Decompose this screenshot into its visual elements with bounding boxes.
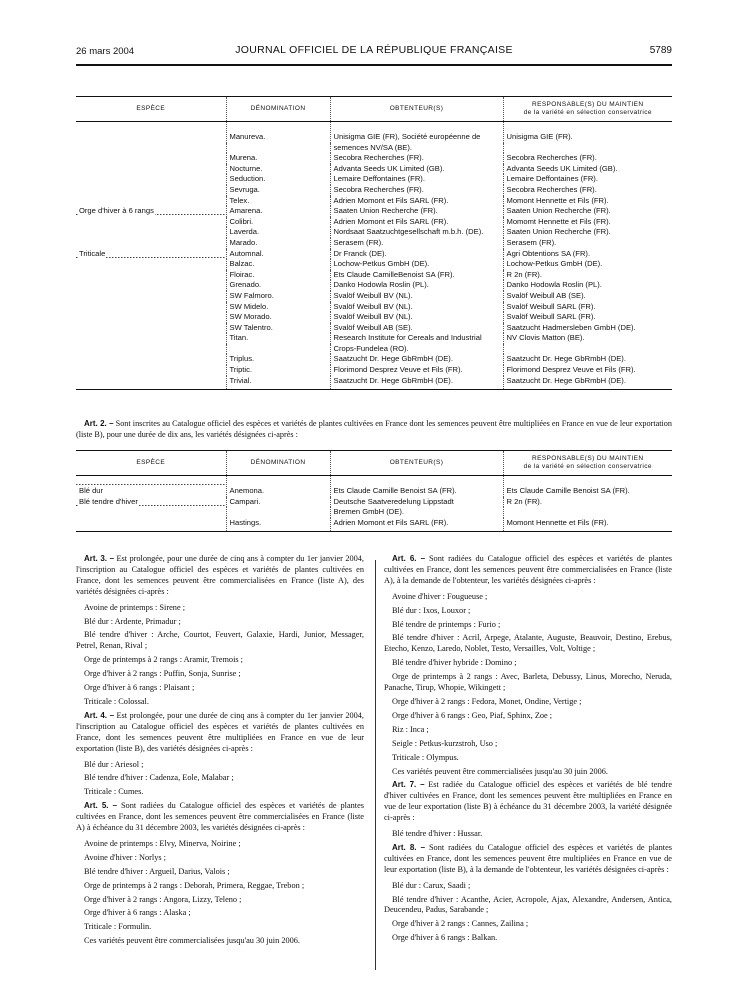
variety-list-item: Avoine de printemps : Sirene ; — [84, 602, 186, 612]
varieties-table-2 — [76, 450, 672, 532]
obtenteur-cell: Adrien Momont et Fils SARL (FR). — [330, 196, 503, 207]
species-cell — [76, 227, 226, 238]
article-text: Est radiée du Catalogue officiel des espèces et variétés de blé tendre d'hiver cultivées en France, dont les semences peuvent être multipliées en France en vue de leur exportation (liste B) à échéance du 31 décembre 2003, la variété désignée ci-après : — [384, 780, 672, 823]
species-cell — [76, 365, 226, 376]
denomination-cell: SW Talentro. — [226, 323, 330, 334]
variety-list-item: Orge d'hiver à 2 rangs : Angora, Lizzy, Teleno ; — [84, 894, 242, 904]
denomination-cell: SW Midelo. — [226, 302, 330, 313]
denomination-cell: Floirac. — [226, 270, 330, 281]
species-cell — [76, 280, 226, 291]
table-row — [76, 312, 672, 323]
species-cell — [76, 153, 226, 164]
variety-list-item: Orge de printemps à 2 rangs : Aramir, Tremois ; — [84, 655, 243, 665]
col-header-denomination: DÉNOMINATION — [226, 97, 330, 122]
variety-list-item: Triticale : Formulin. — [84, 922, 152, 932]
species-cell — [76, 143, 226, 154]
variety-list-item: Orge d'hiver à 6 rangs : Plaisant ; — [84, 683, 195, 693]
species-cell — [76, 291, 226, 302]
obtenteur-cell: Ets Claude CamilleBenoist SA (FR). — [330, 270, 503, 281]
variety-list-item: Blé dur : Carux, Saadi ; — [392, 880, 471, 890]
article-paragraph — [384, 843, 672, 876]
responsable-cell: Svalöf Weibull SARL (FR). — [503, 302, 672, 313]
article-paragraph — [384, 780, 672, 824]
species-cell — [76, 238, 226, 249]
col-header-responsables-line1: RESPONSABLE(S) DU MAINTIEN — [531, 101, 644, 108]
article-2-label: Art. 2. – — [84, 419, 114, 428]
table-row — [76, 238, 672, 249]
obtenteur-cell: Research Institute for Cereals and Industrial — [330, 333, 503, 344]
running-header — [76, 44, 672, 60]
species-label — [79, 354, 80, 363]
responsable-cell: Secobra Recherches (FR). — [503, 153, 672, 164]
species-label — [79, 164, 80, 173]
variety-list-item: Orge d'hiver à 6 rangs : Geo, Piaf, Sphinx, Zoe ; — [392, 710, 553, 720]
table-header-row — [76, 451, 672, 476]
col-header-obtenteurs: OBTENTEUR(S) — [330, 97, 503, 122]
species-cell — [76, 507, 226, 518]
article-paragraph — [76, 711, 364, 755]
obtenteur-cell: Advanta Seeds UK Limited (GB). — [330, 164, 503, 175]
responsable-cell: Lemaire Deffontaines (FR). — [503, 174, 672, 185]
species-cell — [76, 312, 226, 323]
variety-list-item: Blé dur : Ariesol ; — [84, 759, 144, 769]
denomination-cell: Titan. — [226, 333, 330, 344]
article-paragraph — [76, 554, 364, 598]
variety-list-item: Blé tendre d'hiver : Argueil, Darius, Valois ; — [84, 866, 230, 876]
left-text-column — [76, 554, 364, 950]
responsable-cell: Saaten Union Recherche (FR). — [503, 227, 672, 238]
obtenteur-cell: Secobra Recherches (FR). — [330, 153, 503, 164]
article-2 — [76, 418, 672, 440]
variety-list-item: Blé tendre d'hiver hybride : Domino ; — [392, 658, 517, 668]
column-divider — [375, 560, 376, 970]
table-row — [76, 291, 672, 302]
species-cell — [76, 270, 226, 281]
article-label: Art. 5. – — [84, 801, 118, 811]
species-label — [79, 365, 80, 374]
species-cell — [76, 333, 226, 344]
variety-list-item: Blé dur : Ixos, Louxor ; — [392, 605, 471, 615]
obtenteur-cell: Saatzucht Dr. Hege GbRmbH (DE). — [330, 354, 503, 365]
species-label — [79, 238, 80, 247]
species-label: Blé tendre d'hiver — [79, 496, 138, 506]
species-label — [79, 323, 80, 332]
species-label — [79, 518, 80, 527]
table-row — [76, 259, 672, 270]
responsable-cell: Danko Hodowla Roslin (PL). — [503, 280, 672, 291]
responsable-cell: Ets Claude Camille Benoist SA (FR). — [503, 476, 672, 497]
obtenteur-cell: semences NV/SA (BE). — [330, 143, 503, 154]
obtenteur-cell: Unisigma GIE (FR), Société européenne de — [330, 122, 503, 143]
species-label: Triticale — [79, 248, 106, 258]
variety-list-item: Blé tendre de printemps : Furio ; — [392, 619, 501, 629]
species-label — [79, 291, 80, 300]
obtenteur-cell: Svalöf Weibull BV (NL). — [330, 312, 503, 323]
species-cell — [76, 122, 226, 143]
obtenteur-cell: Florimond Desprez Veuve et Fils (FR). — [330, 365, 503, 376]
article-text: Est prolongée, pour une durée de cinq ans à compter du 1er janvier 2004, l'inscription au Catalogue officiel des espèces et variétés de plantes cultivées en France, dont les semences peuvent être multipliées en France en vue de leur exportation (liste B), des variétés désignées ci-après : — [76, 710, 364, 753]
species-label — [79, 270, 80, 279]
table-row — [76, 185, 672, 196]
table-row — [76, 323, 672, 334]
variety-list-item: Blé dur : Ardente, Primadur ; — [84, 616, 181, 626]
species-label — [79, 227, 80, 236]
obtenteur-cell: Ets Claude Camille Benoist SA (FR). — [330, 476, 503, 497]
col-header-espece: ESPÈCE — [76, 451, 226, 476]
variety-list-item: Ces variétés peuvent être commercialisées jusqu'au 30 juin 2006. — [84, 936, 300, 946]
table-row — [76, 153, 672, 164]
responsable-cell: Secobra Recherches (FR). — [503, 185, 672, 196]
variety-list-item: Triticale : Colossal. — [84, 696, 149, 706]
obtenteur-cell: Bremen GmbH (DE). — [330, 507, 503, 518]
denomination-cell: Anemona. — [226, 476, 330, 497]
species-cell — [76, 302, 226, 313]
denomination-cell: Marado. — [226, 238, 330, 249]
denomination-cell — [226, 344, 330, 355]
denomination-cell: Amarena. — [226, 206, 330, 217]
variety-list-item: Blé tendre d'hiver : Hussar. — [392, 829, 483, 839]
table-row — [76, 280, 672, 291]
variety-list-item: Blé tendre d'hiver : Acanthe, Acier, Acropole, Ajax, Alexandre, Andersen, Antica, Deucendeu, Padus, Sarabande ; — [384, 894, 672, 915]
denomination-cell: Triplus. — [226, 354, 330, 365]
species-cell — [76, 354, 226, 365]
responsable-cell: Saaten Union Recherche (FR). — [503, 206, 672, 217]
col-header-espece: ESPÈCE — [76, 97, 226, 122]
variety-list-item: Orge d'hiver à 2 rangs : Cannes, Zailina ; — [392, 919, 529, 929]
responsable-cell — [503, 143, 672, 154]
species-label — [79, 302, 80, 311]
responsable-cell: Saatzucht Dr. Hege GbRmbH (DE). — [503, 354, 672, 365]
table-row — [76, 174, 672, 185]
denomination-cell: Grenado. — [226, 280, 330, 291]
responsable-cell: Advanta Seeds UK Limited (GB). — [503, 164, 672, 175]
species-label — [79, 185, 80, 194]
variety-list-item: Orge de printemps à 2 rangs : Deborah, Primera, Reggae, Trebon ; — [84, 880, 305, 890]
variety-list-item: Triticale : Olympus. — [392, 752, 459, 762]
species-label — [79, 174, 80, 183]
variety-list-item: Avoine d'hiver : Norlys ; — [84, 852, 166, 862]
responsable-cell: R 2n (FR). — [503, 497, 672, 508]
responsable-cell: Momont Hennette et Fils (FR). — [503, 518, 672, 532]
obtenteur-cell: Secobra Recherches (FR). — [330, 185, 503, 196]
variety-list-item: Avoine d'hiver : Fougueuse ; — [392, 591, 488, 601]
species-cell — [76, 217, 226, 228]
denomination-cell: Hastings. — [226, 518, 330, 532]
denomination-cell: Balzac. — [226, 259, 330, 270]
table-row — [76, 122, 672, 143]
responsable-cell — [503, 507, 672, 518]
table-row — [76, 497, 672, 508]
responsable-cell: Florimond Desprez Veuve et Fils (FR). — [503, 365, 672, 376]
species-cell — [76, 174, 226, 185]
obtenteur-cell: Deutsche Saatveredelung Lippstadt — [330, 497, 503, 508]
col-header-denomination: DÉNOMINATION — [226, 451, 330, 476]
article-label: Art. 7. – — [392, 780, 425, 790]
species-cell — [76, 518, 226, 532]
denomination-cell: Laverda. — [226, 227, 330, 238]
table-row — [76, 249, 672, 260]
obtenteur-cell: Nordsaat Saatzuchtgesellschaft m.b.h. (DE). — [330, 227, 503, 238]
responsable-cell: Saatzucht Dr. Hege GbRmbH (DE). — [503, 376, 672, 390]
species-label — [79, 312, 80, 321]
variety-list-item: Seigle : Petkus-kurzstroh, Uso ; — [392, 738, 498, 748]
obtenteur-cell: Svalöf Weibull BV (NL). — [330, 291, 503, 302]
responsable-cell: Serasem (FR). — [503, 238, 672, 249]
table-row — [76, 476, 672, 497]
species-cell — [76, 196, 226, 207]
table-row — [76, 354, 672, 365]
variety-list-item: Triticale : Cumes. — [84, 787, 144, 797]
article-paragraph — [76, 801, 364, 834]
species-label — [79, 507, 80, 516]
species-cell — [76, 497, 226, 508]
responsable-cell: NV Clovis Matton (BE). — [503, 333, 672, 344]
responsable-cell: Svalöf Weibull AB (SE). — [503, 291, 672, 302]
responsable-cell: R 2n (FR). — [503, 270, 672, 281]
responsable-cell: Lochow-Petkus GmbH (DE). — [503, 259, 672, 270]
article-label: Art. 6. – — [392, 554, 426, 563]
article-paragraph — [384, 554, 672, 587]
species-label — [79, 376, 80, 385]
denomination-cell: Nocturne. — [226, 164, 330, 175]
article-label: Art. 8. – — [392, 842, 426, 852]
variety-list-item: Orge d'hiver à 6 rangs : Alaska ; — [84, 908, 191, 918]
denomination-cell: Trivial. — [226, 376, 330, 390]
variety-list-item: Riz : Inca ; — [392, 724, 429, 734]
species-label: Orge d'hiver à 6 rangs — [79, 206, 154, 216]
variety-list-item: Ces variétés peuvent être commercialisées jusqu'au 30 juin 2006. — [392, 766, 608, 776]
header-rule — [76, 64, 672, 66]
species-cell — [76, 476, 226, 497]
obtenteur-cell: Svalöf Weibull BV (NL). — [330, 302, 503, 313]
variety-list-item: Orge de printemps à 2 rangs : Avec, Barleta, Debussy, Linus, Morecho, Neruda, Panache, Tirup, Whopie, Wikingett ; — [384, 672, 672, 693]
issue-date: 26 mars 2004 — [76, 46, 135, 57]
article-2-text: Sont inscrites au Catalogue officiel des espèces et variétés de plantes cultivées en France dont les semences peuvent être multipliées en France en vue de leur exportation (liste B), pour une durée de dix ans, les variétés désignées ci-après : — [76, 419, 672, 439]
table-row — [76, 196, 672, 207]
responsable-cell: Momont Hennette et Fils (FR). — [503, 196, 672, 207]
species-cell — [76, 249, 226, 260]
table-body — [76, 122, 672, 390]
obtenteur-cell: Danko Hodowla Roslin (PL). — [330, 280, 503, 291]
obtenteur-cell: Serasem (FR). — [330, 238, 503, 249]
table-row — [76, 344, 672, 355]
col-header-responsables-line2: de la variété en sélection conservatrice — [523, 463, 652, 470]
article-text: Sont radiées du Catalogue officiel des espèces et variétés de plantes cultivées en France, dont les semences peuvent être commercialisées en France (liste A) à échéance du 31 décembre 2003, les variétés désignées ci-après : — [76, 801, 364, 833]
denomination-cell — [226, 507, 330, 518]
responsable-cell — [503, 344, 672, 355]
species-label — [79, 344, 80, 353]
variety-list-item: Blé tendre d'hiver : Arche, Courtot, Feuvert, Galaxie, Hardi, Junior, Messager, Petrel, Renan, Rival ; — [76, 630, 364, 651]
table-row — [76, 365, 672, 376]
denomination-cell: SW Falmoro. — [226, 291, 330, 302]
col-header-responsables-line2: de la variété en sélection conservatrice — [523, 109, 652, 116]
species-cell — [76, 376, 226, 390]
denomination-cell: Colibri. — [226, 217, 330, 228]
right-text-column — [384, 554, 672, 947]
table-row — [76, 333, 672, 344]
col-header-responsables — [503, 451, 672, 476]
denomination-cell: Triptic. — [226, 365, 330, 376]
species-cell — [76, 259, 226, 270]
species-cell — [76, 344, 226, 355]
species-cell — [76, 323, 226, 334]
denomination-cell: Telex. — [226, 196, 330, 207]
table-row — [76, 507, 672, 518]
species-label — [79, 333, 80, 342]
table-row — [76, 227, 672, 238]
table-header-row — [76, 97, 672, 122]
responsable-cell: Unisigma GIE (FR). — [503, 122, 672, 143]
obtenteur-cell: Lemaire Deffontaines (FR). — [330, 174, 503, 185]
obtenteur-cell: Adrien Momont et Fils SARL (FR). — [330, 217, 503, 228]
article-text: Est prolongée, pour une durée de cinq ans à compter du 1er janvier 2004, l'inscription au Catalogue officiel des espèces et variétés de plantes cultivées en France, dont les semences peuvent être commercialisées en France (liste A), des variétés désignées ci-après : — [76, 554, 364, 596]
table-row — [76, 270, 672, 281]
article-text: Sont radiées du Catalogue officiel des espèces et variétés de plantes cultivées en France, dont les semences peuvent être multipliées en France en vue de leur exportation (liste B), à la demande de l'obtenteur, les variétés désignées ci-après : — [384, 842, 672, 874]
table-row — [76, 164, 672, 175]
responsable-cell: Svalöf Weibull SARL (FR). — [503, 312, 672, 323]
table-row — [76, 376, 672, 390]
table-row — [76, 143, 672, 154]
obtenteur-cell: Crops-Fundelea (RO). — [330, 344, 503, 355]
obtenteur-cell: Adrien Momont et Fils SARL (FR). — [330, 518, 503, 532]
denomination-cell: SW Morado. — [226, 312, 330, 323]
species-label — [79, 132, 80, 141]
col-header-responsables — [503, 97, 672, 122]
table-row — [76, 518, 672, 532]
denomination-cell: Seduction. — [226, 174, 330, 185]
article-text: Sont radiées du Catalogue officiel des espèces et variétés de plantes cultivées en France, dont les semences peuvent être commercialisées en France (liste A), à la demande de l'obtenteur, les variétés désignées ci-après : — [384, 554, 672, 585]
varieties-table-1 — [76, 96, 672, 390]
species-label: Blé dur — [79, 486, 104, 495]
obtenteur-cell: Dr Franck (DE). — [330, 249, 503, 260]
denomination-cell: Campari. — [226, 497, 330, 508]
variety-list-item: Orge d'hiver à 6 rangs : Balkan. — [392, 933, 498, 943]
obtenteur-cell: Lochow-Petkus GmbH (DE). — [330, 259, 503, 270]
species-cell — [76, 164, 226, 175]
col-header-obtenteurs: OBTENTEUR(S) — [330, 451, 503, 476]
journal-title: JOURNAL OFFICIEL DE LA RÉPUBLIQUE FRANÇAISE — [235, 44, 513, 56]
species-label — [79, 143, 80, 152]
species-label — [79, 153, 80, 162]
denomination-cell: Sevruga. — [226, 185, 330, 196]
variety-list-item: Blé tendre d'hiver : Cadenza, Eole, Malabar ; — [84, 773, 234, 783]
species-label — [79, 259, 80, 268]
obtenteur-cell: Svalöf Weibull AB (SE). — [330, 323, 503, 334]
variety-list-item: Avoine de printemps : Elvy, Minerva, Noirine ; — [84, 838, 241, 848]
table-row — [76, 206, 672, 217]
denomination-cell — [226, 143, 330, 154]
col-header-responsables-line1: RESPONSABLE(S) DU MAINTIEN — [531, 455, 644, 462]
responsable-cell: Saatzucht Hadmersleben GmbH (DE). — [503, 323, 672, 334]
variety-list-item: Orge d'hiver à 2 rangs : Puffin, Sonja, Sunrise ; — [84, 669, 241, 679]
variety-list-item: Orge d'hiver à 2 rangs : Fedora, Monet, Ondine, Vertige ; — [392, 696, 582, 706]
obtenteur-cell: Saaten Union Recherche (FR). — [330, 206, 503, 217]
table-row — [76, 217, 672, 228]
species-label — [79, 280, 80, 289]
article-label: Art. 3. – — [84, 554, 115, 563]
table-body — [76, 476, 672, 532]
obtenteur-cell: Saatzucht Dr. Hege GbRmbH (DE). — [330, 376, 503, 390]
variety-list-item: Blé tendre d'hiver : Acril, Arpege, Atalante, Auguste, Beauvoir, Destino, Erebus, Etecho, Kenzo, Laredo, Noblet, Testo, Versailles, Volt, Voltige ; — [384, 633, 672, 654]
page-number: 5789 — [649, 45, 672, 56]
denomination-cell: Murena. — [226, 153, 330, 164]
article-label: Art. 4. – — [84, 710, 115, 720]
denomination-cell: Automnal. — [226, 249, 330, 260]
species-cell — [76, 206, 226, 217]
species-cell — [76, 185, 226, 196]
species-label — [79, 217, 80, 226]
responsable-cell: Momomt Hennette et Fils (FR). — [503, 217, 672, 228]
species-label — [79, 196, 80, 205]
table-row — [76, 302, 672, 313]
denomination-cell: Manureva. — [226, 122, 330, 143]
responsable-cell: Agri Obtentions SA (FR). — [503, 249, 672, 260]
